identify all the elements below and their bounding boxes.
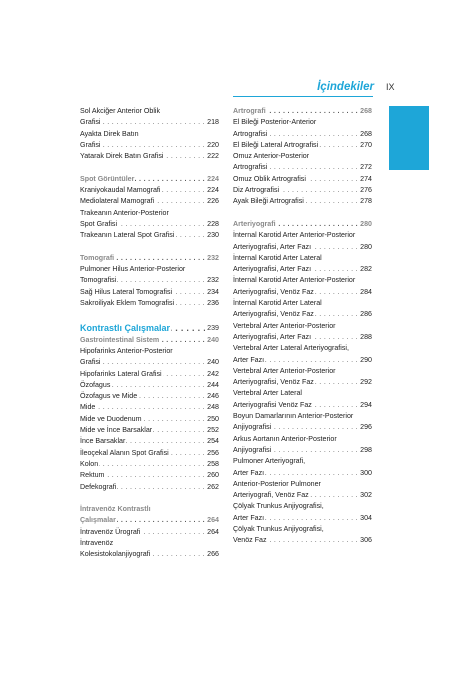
toc-entry-page: 280 [358,219,372,230]
toc-entry-title: Arteriyografi, Venöz Faz [233,491,309,500]
toc-entry [80,151,219,162]
toc-entry [80,425,219,436]
toc-entry [233,242,372,253]
toc-entry [233,411,372,422]
toc-entry [233,321,372,332]
toc-entry [233,174,372,185]
toc-entry-page: 276 [358,185,372,196]
toc-entry-page: 224 [205,174,219,185]
toc-entry [233,343,372,354]
toc-entry [80,196,219,207]
toc-entry-title: Trakeanın Lateral Spot Grafisi [80,231,175,240]
toc-entry [80,140,219,151]
toc-entry-page: 298 [358,445,372,456]
toc-entry [80,527,219,538]
toc-entry-title: Vertebral Arter Anterior-Posterior [233,321,336,330]
toc-entry-page: 300 [358,468,372,479]
toc-entry [80,470,219,481]
toc-entry-page: 250 [205,414,219,425]
toc-entry-page: 232 [205,275,219,286]
toc-entry [233,355,372,366]
toc-entry [233,309,372,320]
toc-entry-title: Venöz Faz [233,536,267,545]
toc-section-heading [233,219,372,230]
toc-left-column [80,106,219,561]
toc-entry-page: 244 [205,380,219,391]
toc-entry-title: Hipofarinks Anterior-Posterior [80,346,173,355]
toc-entry-title: Mide ve Duodenum [80,414,142,423]
toc-entry-title: İnternal Karotid Arter Anterior-Posterior [233,276,356,285]
toc-spacer [80,493,219,504]
toc-entry-title: Çölyak Trunkus Anjiyografisi, [233,502,324,511]
toc-entry-page: 296 [358,422,372,433]
toc-entry-title: Özofagus ve Mide [80,392,138,401]
toc-entry-page: 294 [358,400,372,411]
toc-entry-title: Sol Akciğer Anterior Oblik [80,107,161,115]
toc-entry-title: Artrografisi [233,163,268,172]
toc-entry-page: 240 [205,335,219,346]
toc-entry [233,117,372,128]
toc-entry-title: İnternal Karotid Arter Lateral [233,299,322,308]
toc-entry [233,275,372,286]
toc-entry-page: 236 [205,298,219,309]
toc-entry [233,298,372,309]
toc-entry-title: Kolon [80,459,99,468]
toc-spacer [80,309,219,320]
toc-entry-page: 264 [205,515,219,526]
toc-entry [233,479,372,490]
toc-entry-page: 302 [358,490,372,501]
toc-entry-page: 262 [205,482,219,493]
toc-entry-title: Vertebral Arter Lateral [233,389,303,398]
toc-entry-page: 220 [205,140,219,151]
toc-entry [233,388,372,399]
toc-entry-title: Çalışmalar [80,516,116,525]
toc-entry-page: 284 [358,287,372,298]
toc-entry-page: 290 [358,355,372,366]
toc-section-heading [80,174,219,185]
toc-spacer [80,162,219,173]
toc-entry [80,185,219,196]
toc-entry-page: 288 [358,332,372,343]
toc-entry-title: Pulmoner Arteriyografi, [233,457,306,466]
toc-entry [80,208,219,219]
chapter-tab [389,106,429,170]
toc-entry-title: Artrografisi [233,129,268,138]
toc-entry-title: İnternal Karotid Arter Anterior-Posterior [233,231,356,240]
toc-entry-title: Kraniyokaudal Mamografi [80,186,161,195]
toc-entry [80,549,219,560]
toc-entry-title: Anterior-Posterior Pulmoner [233,479,321,488]
toc-entry-title: Ayak Bileği Artrografisi [233,197,304,206]
toc-entry [233,434,372,445]
toc-entry [233,535,372,546]
toc-entry-title: Arteriyografisi, Venöz Faz [233,310,314,319]
toc-entry [80,230,219,241]
page-title: İçindekiler [317,81,374,93]
toc-entry-title: Kolesistokolanjiyografi [80,550,151,559]
toc-entry-page: 278 [358,196,372,207]
toc-entry-title: Çölyak Trunkus Anjiyografisi, [233,524,324,533]
toc-entry-title: İntravenöz [80,538,114,547]
toc-entry [80,106,219,117]
toc-entry-title: Boyun Damarlarının Anterior-Posterior [233,412,354,421]
toc-chapter-heading [80,321,219,335]
toc-entry-page: 246 [205,391,219,402]
toc-entry-title: İnternal Karotid Arter Lateral [233,253,322,262]
toc-spacer [233,208,372,219]
toc-entry-title: Arteriyografi [233,219,276,228]
toc-entry-title: Özofagus [80,380,111,389]
toc-entry-title: Grafisi [80,358,101,367]
toc-entry [233,400,372,411]
toc-entry-title: Arteriyografisi, Venöz Faz [233,287,314,296]
toc-entry-page: 286 [358,309,372,320]
toc-entry [80,117,219,128]
toc-entry-page: 304 [358,513,372,524]
toc-entry-page: 242 [205,369,219,380]
toc-entry-page: 264 [205,527,219,538]
toc-entry-title: Pulmoner Hilus Anterior-Posterior [80,265,186,274]
toc-entry [80,482,219,493]
toc-entry-title: Sakroiliyak Eklem Tomografisi [80,299,175,308]
header-rule [233,96,373,97]
toc-entry-title: Arkus Aortanın Anterior-Posterior [233,434,337,443]
toc-entry-page: 266 [205,549,219,560]
toc-entry [233,524,372,535]
toc-entry-page: 234 [205,287,219,298]
toc-entry-page: 230 [205,230,219,241]
toc-entry-title: Yatarak Direk Batın Grafisi [80,152,164,161]
toc-entry-title: Kontrastlı Çalışmalar [80,322,171,333]
toc-entry-title: Omuz Anterior-Posterior [233,152,310,161]
toc-right-column [233,106,372,547]
toc-entry-page: 282 [358,264,372,275]
toc-entry-title: Vertebral Arter Anterior-Posterior [233,366,336,375]
toc-entry-title: Tomografi [80,253,115,262]
toc-entry-page: 258 [205,459,219,470]
toc-entry-title: Rektum [80,471,105,480]
toc-entry [80,287,219,298]
toc-entry-page: 248 [205,402,219,413]
toc-spacer [80,242,219,253]
toc-entry-page: 218 [205,117,219,128]
toc-entry-title: Anjiyografisi [233,423,272,432]
toc-entry-title: Arteriyografisi, Arter Fazı [233,332,312,341]
toc-entry-title: Anjiyografisi [233,445,272,454]
toc-entry [80,448,219,459]
toc-section-heading [80,253,219,264]
toc-entry [233,456,372,467]
toc-entry [233,230,372,241]
toc-entry [233,196,372,207]
toc-entry-title: İleoçekal Alanın Spot Grafisi [80,448,169,457]
toc-entry [80,275,219,286]
toc-entry-title: Mide ve İnce Barsaklar [80,426,153,435]
toc-entry [80,391,219,402]
toc-entry-title: Trakeanın Anterior-Posterior [80,208,169,217]
toc-entry-title: Sağ Hilus Lateral Tomografisi [80,287,173,296]
toc-entry [233,129,372,140]
toc-entry [80,459,219,470]
toc-entry-title: Arter Fazı [233,355,265,364]
toc-entry [233,366,372,377]
toc-entry-title: Vertebral Arter Lateral Arteriyografisi, [233,344,349,353]
toc-entry-title: El Bileği Lateral Artrografisi [233,140,319,149]
toc-entry [80,380,219,391]
toc-entry [233,140,372,151]
toc-entry-title: Defekografi [80,482,117,491]
toc-entry [233,162,372,173]
toc-entry-title: Arter Fazı [233,468,265,477]
toc-section-heading [80,515,219,526]
toc-entry-page: 256 [205,448,219,459]
toc-entry-page: 222 [205,151,219,162]
toc-entry-title: Tomografisi [80,276,117,285]
toc-entry-title: Ayakta Direk Batın [80,129,139,138]
toc-entry-title: Mide [80,403,96,412]
toc-entry [80,369,219,380]
toc-entry [80,264,219,275]
toc-entry-title: Grafisi [80,118,101,127]
toc-entry-title: Diz Artrografisi [233,186,280,195]
toc-entry [80,436,219,447]
toc-entry-page: 232 [205,253,219,264]
toc-entry [233,332,372,343]
toc-entry-page: 272 [358,162,372,173]
toc-entry-title: Artrografi [233,107,266,115]
toc-entry [233,377,372,388]
toc-entry [233,422,372,433]
toc-entry-title: Grafisi [80,140,101,149]
toc-entry [233,468,372,479]
toc-entry-page: 274 [358,174,372,185]
toc-entry-page: 270 [358,140,372,151]
toc-entry-title: Gastrointestinal Sistem [80,335,160,344]
toc-entry-page: 268 [358,129,372,140]
toc-entry-page: 239 [205,321,219,335]
toc-entry [80,129,219,140]
toc-entry-title: Arteriyografisi Venöz Faz [233,400,312,409]
toc-section-heading [80,335,219,346]
toc-entry [80,357,219,368]
toc-entry-page: 292 [358,377,372,388]
toc-entry-title: Arteriyografisi, Arter Fazı [233,242,312,251]
toc-entry-page: 228 [205,219,219,230]
toc-entry-title: El Bileği Posterior-Anterior [233,118,317,127]
toc-entry-page: 240 [205,357,219,368]
toc-entry-title: İnce Barsaklar [80,437,126,446]
toc-entry-page: 224 [205,185,219,196]
toc-entry [233,490,372,501]
toc-entry [233,513,372,524]
toc-entry [80,538,219,549]
toc-entry-title: Spot Görüntüler [80,174,135,183]
page-number: IX [386,82,395,92]
toc-entry [233,501,372,512]
toc-entry [80,402,219,413]
toc-entry-title: Omuz Oblik Artrografisi [233,174,306,183]
toc-entry [233,253,372,264]
toc-entry [80,414,219,425]
toc-entry-page: 226 [205,196,219,207]
toc-entry-page: 254 [205,436,219,447]
toc-entry-page: 260 [205,470,219,481]
toc-entry-title: Arteriyografisi, Venöz Faz [233,378,314,387]
toc-section-heading [233,106,372,117]
toc-entry [233,151,372,162]
toc-entry [80,346,219,357]
toc-entry-title: Hipofarinks Lateral Grafisi [80,369,162,378]
toc-entry-page: 252 [205,425,219,436]
toc-entry [233,264,372,275]
toc-entry [233,287,372,298]
toc-entry [80,298,219,309]
toc-entry-title: Arter Fazı [233,513,265,522]
toc-entry-title: İntravenöz Ürografi [80,527,141,536]
toc-entry-page: 306 [358,535,372,546]
toc-entry-title: Mediolateral Mamografi [80,197,155,206]
toc-entry-page: 280 [358,242,372,253]
toc-entry-title: Arteriyografisi, Arter Fazı [233,265,312,274]
toc-entry [233,185,372,196]
toc-entry [80,219,219,230]
toc-section-heading [80,504,219,515]
toc-entry-page: 268 [358,106,372,117]
toc-entry [233,445,372,456]
toc-entry-title: İntravenöz Kontrastlı [80,505,151,514]
toc-entry-title: Spot Grafisi [80,219,118,228]
